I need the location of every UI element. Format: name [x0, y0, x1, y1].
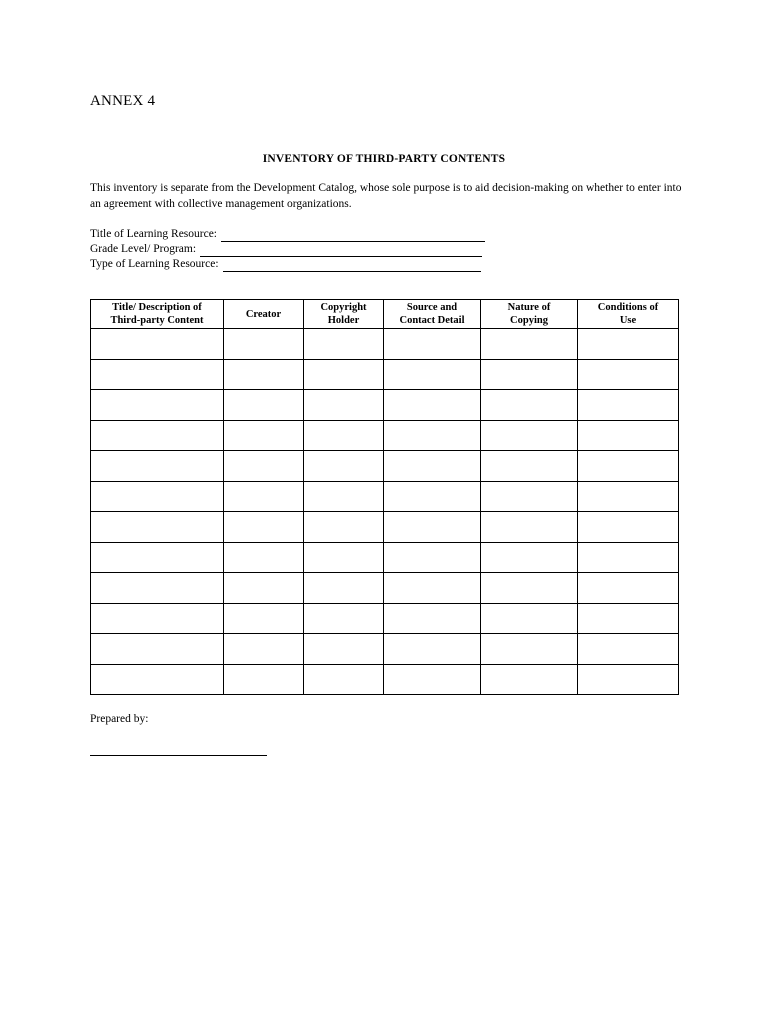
table-row: [91, 329, 679, 360]
table-cell[interactable]: [304, 451, 384, 482]
table-cell[interactable]: [304, 481, 384, 512]
table-cell[interactable]: [224, 542, 304, 573]
table-cell[interactable]: [224, 390, 304, 421]
table-body: [91, 329, 679, 695]
table-cell[interactable]: [578, 542, 679, 573]
table-cell[interactable]: [481, 359, 578, 390]
table-cell[interactable]: [224, 634, 304, 665]
table-cell[interactable]: [224, 573, 304, 604]
table-cell[interactable]: [304, 634, 384, 665]
table-row: [91, 603, 679, 634]
prepared-by-label: Prepared by:: [90, 713, 149, 725]
table-row: [91, 664, 679, 695]
table-cell[interactable]: [224, 603, 304, 634]
table-cell[interactable]: [91, 603, 224, 634]
table-cell[interactable]: [384, 664, 481, 695]
column-header-conditions-of-use: Conditions of Use: [578, 300, 679, 329]
table-cell[interactable]: [304, 573, 384, 604]
table-cell[interactable]: [224, 481, 304, 512]
table-row: [91, 481, 679, 512]
table-cell[interactable]: [384, 603, 481, 634]
table-cell[interactable]: [481, 420, 578, 451]
table-row: [91, 390, 679, 421]
table-cell[interactable]: [578, 420, 679, 451]
table-cell[interactable]: [91, 329, 224, 360]
table-cell[interactable]: [481, 542, 578, 573]
table-cell[interactable]: [578, 390, 679, 421]
table-cell[interactable]: [481, 390, 578, 421]
table-cell[interactable]: [224, 420, 304, 451]
table-cell[interactable]: [304, 420, 384, 451]
resource-fields: [90, 227, 485, 272]
table-cell[interactable]: [91, 512, 224, 543]
table-cell[interactable]: [578, 451, 679, 482]
table-cell[interactable]: [481, 329, 578, 360]
table-row: [91, 573, 679, 604]
table-cell[interactable]: [304, 512, 384, 543]
table-row: [91, 512, 679, 543]
column-header-copyright-holder: Copyright Holder: [304, 300, 384, 329]
table-cell[interactable]: [91, 451, 224, 482]
table-cell[interactable]: [384, 542, 481, 573]
table-cell[interactable]: [304, 329, 384, 360]
table-cell[interactable]: [578, 329, 679, 360]
table-row: [91, 634, 679, 665]
table-cell[interactable]: [384, 420, 481, 451]
table-cell[interactable]: [481, 664, 578, 695]
field-label: Grade Level/ Program:: [90, 243, 197, 255]
table-cell[interactable]: [578, 573, 679, 604]
table-cell[interactable]: [304, 359, 384, 390]
table-row: [91, 359, 679, 390]
table-cell[interactable]: [384, 573, 481, 604]
table-cell[interactable]: [224, 512, 304, 543]
table-row: [91, 542, 679, 573]
table-cell[interactable]: [91, 481, 224, 512]
table-cell[interactable]: [224, 359, 304, 390]
table-cell[interactable]: [304, 603, 384, 634]
fill-in-line[interactable]: [221, 230, 485, 242]
table-header-row: [91, 300, 679, 329]
column-header-creator: Creator: [224, 300, 304, 329]
fill-in-line[interactable]: [200, 245, 482, 257]
table-row: [91, 420, 679, 451]
table-cell[interactable]: [481, 573, 578, 604]
table-cell[interactable]: [304, 664, 384, 695]
table-cell[interactable]: [481, 481, 578, 512]
table-cell[interactable]: [91, 664, 224, 695]
table-cell[interactable]: [578, 481, 679, 512]
signature-line[interactable]: [90, 755, 267, 756]
table-cell[interactable]: [91, 420, 224, 451]
column-header-title-description: Title/ Description of Third-party Content: [91, 300, 224, 329]
table-cell[interactable]: [384, 451, 481, 482]
table-cell[interactable]: [384, 512, 481, 543]
table-cell[interactable]: [91, 542, 224, 573]
table-cell[interactable]: [481, 634, 578, 665]
table-row: [91, 451, 679, 482]
fill-in-line[interactable]: [223, 260, 481, 272]
table-cell[interactable]: [384, 329, 481, 360]
field-label: Title of Learning Resource:: [90, 228, 218, 240]
table-cell[interactable]: [578, 512, 679, 543]
intro-paragraph: This inventory is separate from the Development Catalog, whose sole purpose is to aid decision-making on whether to enter into an agreement with collective management organizations.: [90, 182, 682, 210]
table-cell[interactable]: [578, 359, 679, 390]
table-cell[interactable]: [384, 359, 481, 390]
table-cell[interactable]: [384, 481, 481, 512]
table-cell[interactable]: [481, 603, 578, 634]
annex-label: ANNEX 4: [90, 93, 156, 109]
table-cell[interactable]: [91, 634, 224, 665]
table-cell[interactable]: [91, 359, 224, 390]
inventory-table: [90, 299, 679, 695]
table-cell[interactable]: [384, 390, 481, 421]
table-cell[interactable]: [91, 573, 224, 604]
table-cell[interactable]: [481, 451, 578, 482]
table-cell[interactable]: [578, 634, 679, 665]
column-header-nature-of-copying: Nature of Copying: [481, 300, 578, 329]
field-title-of-learning-resource: [90, 227, 485, 242]
table-cell[interactable]: [91, 390, 224, 421]
field-label: Type of Learning Resource:: [90, 258, 219, 270]
page-title: INVENTORY OF THIRD-PARTY CONTENTS: [262, 153, 506, 165]
table-cell[interactable]: [578, 664, 679, 695]
table-cell[interactable]: [224, 451, 304, 482]
field-type-of-learning-resource: [90, 257, 485, 272]
table-cell[interactable]: [384, 634, 481, 665]
table-cell[interactable]: [578, 603, 679, 634]
column-header-source-contact: Source and Contact Detail: [384, 300, 481, 329]
table-cell[interactable]: [481, 512, 578, 543]
field-grade-level-program: [90, 242, 485, 257]
table-cell[interactable]: [224, 329, 304, 360]
table-cell[interactable]: [224, 664, 304, 695]
table-cell[interactable]: [304, 390, 384, 421]
table-cell[interactable]: [304, 542, 384, 573]
